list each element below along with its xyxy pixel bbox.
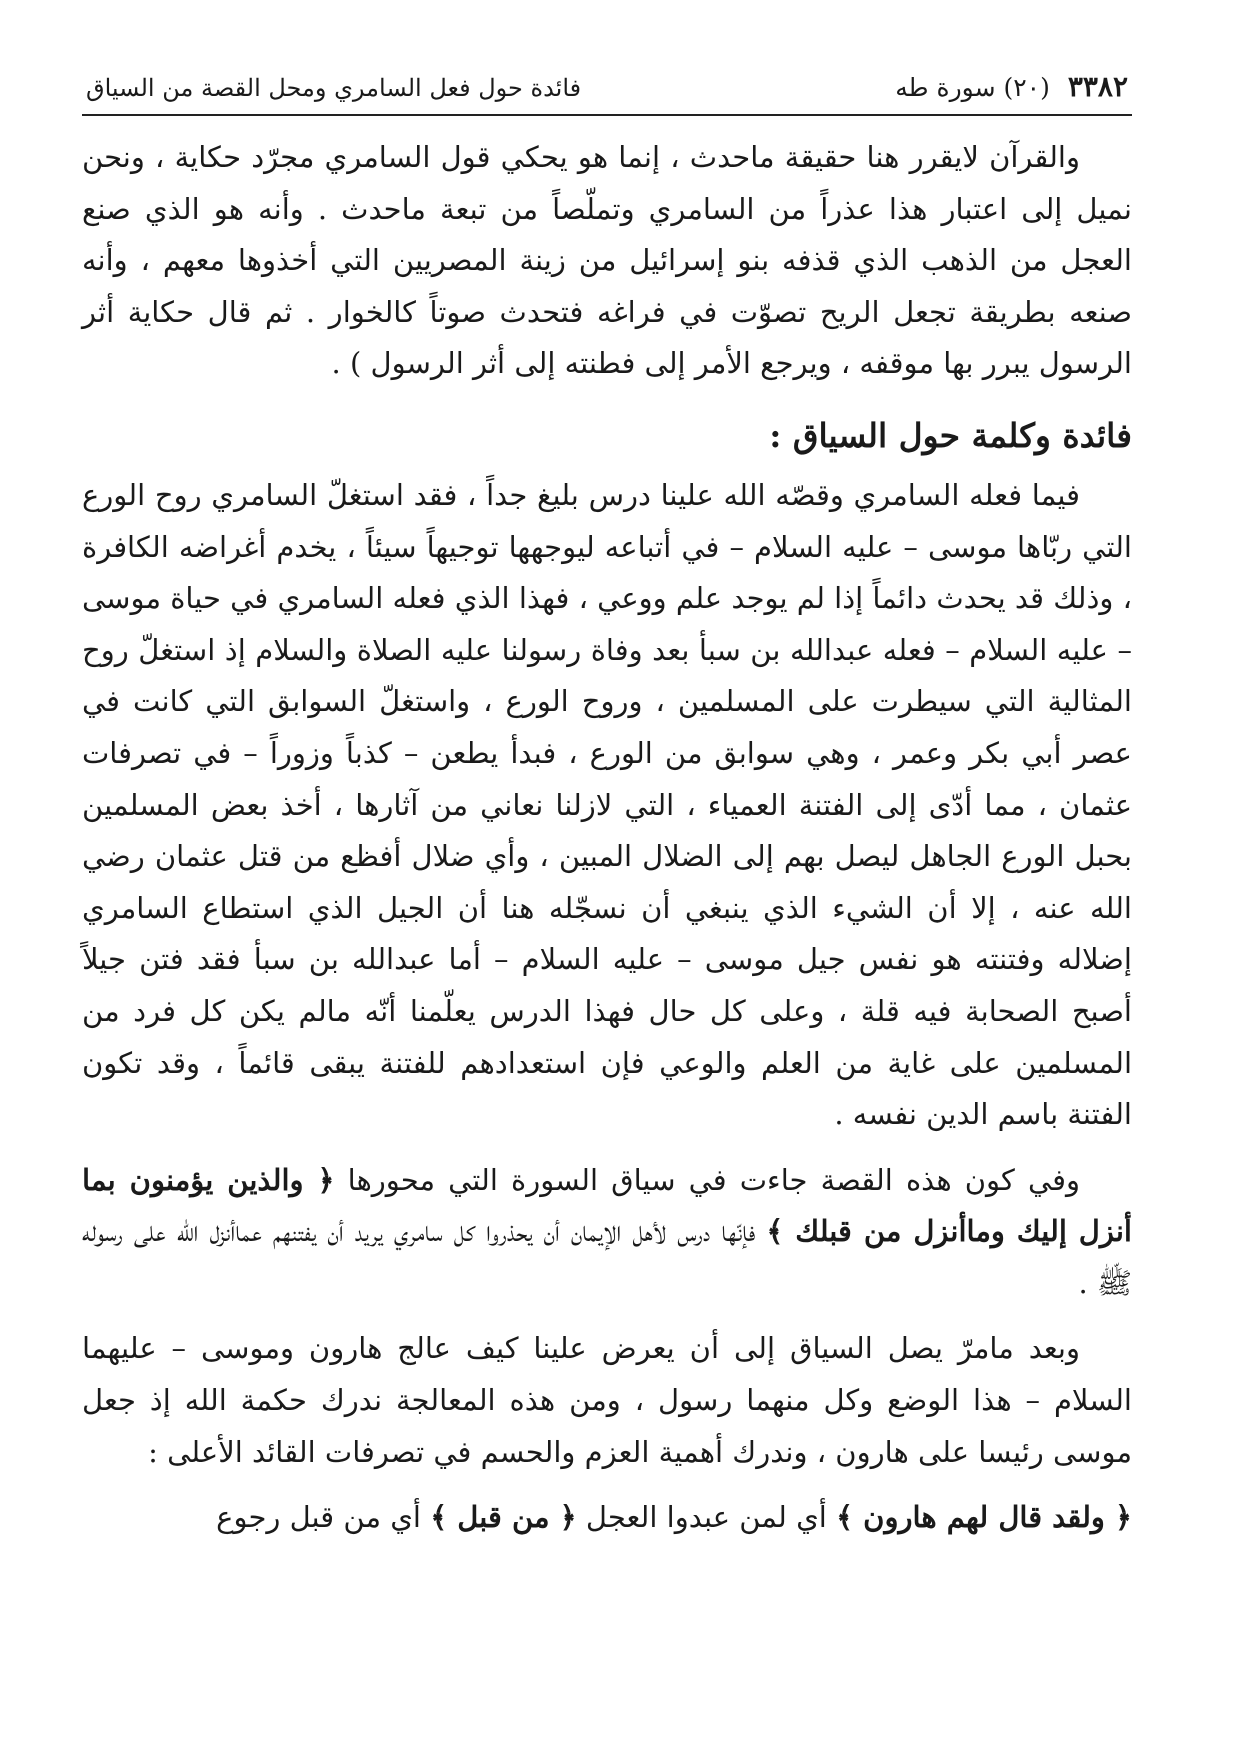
paragraph-3-text-b: فإنّها درس لأهل الإيمان أن يحذروا كل سامري يريد أن يفتنهم عماأنزل الله على رسوله ﷺ . <box>82 1214 1132 1300</box>
paragraph-4: وبعد مامرّ يصل السياق إلى أن يعرض علينا كيف عالج هارون وموسى – عليهما السلام – هذا الوضع وكل منهما رسول ، ومن هذه المعالجة ندرك حكمة الله إذ جعل موسى رئيسا على هارون ، وندرك أهمية العزم والحسم في تصرفات القائد الأعلى : <box>82 1331 1132 1469</box>
surah-label: (٢٠) سورة طه <box>895 73 1050 102</box>
paragraph-3-text-a: وفي كون هذه القصة جاءت في سياق السورة التي محورها <box>334 1162 1080 1197</box>
header-topic: فائدة حول فعل السامري ومحل القصة من السياق <box>86 74 582 102</box>
paragraph-1: والقرآن لايقرر هنا حقيقة ماحدث ، إنما هو يحكي قول السامري مجرّد حكاية ، ونحن نميل إلى اعتبار هذا عذراً من السامري وتملّصاً من تبعة ماحدث . وأنه هو الذي صنع العجل من الذهب الذي قذفه بنو إسرائيل من زينة المصريين التي أخذوها معهم ، وأنه صنعه بطريقة تجعل الريح تصوّت في فراغه فتحدث صوتاً كالخوار . ثم قال حكاية أثر الرسول يبرر بها موقفه ، ويرجع الأمر إلى فطنته إلى أثر الرسول ) . <box>82 140 1132 381</box>
page-number: ٣٣٨٢ <box>1067 70 1128 103</box>
header-right-group <box>895 70 1128 105</box>
paragraph-5-text-b: أي من قبل رجوع <box>216 1500 431 1535</box>
page-body <box>82 132 1132 1544</box>
paragraph-5-text-a: أي لمن عبدوا العجل <box>576 1500 837 1535</box>
paragraph-5 <box>82 1492 1132 1544</box>
running-header <box>82 70 1132 116</box>
section-heading: فائدة وكلمة حول السياق : <box>769 415 1132 455</box>
quran-quote-2: ﴿ ولقد قال لهم هارون ﴾ <box>836 1500 1132 1535</box>
book-page <box>82 70 1132 1544</box>
paragraph-2: فيما فعله السامري وقصّه الله علينا درس بليغ جداً ، فقد استغلّ السامري روح الورع التي ربّاها موسى – عليه السلام – في أتباعه ليوجهها توجيهاً سيئاً ، يخدم أغراضه الكافرة ، وذلك قد يحدث دائماً إذا لم يوجد علم ووعي ، فهذا الذي فعله السامري في حياة موسى – عليه السلام – فعله عبدالله بن سبأ بعد وفاة رسولنا عليه الصلاة والسلام إذ استغلّ روح المثالية التي سيطرت على المسلمين ، وروح الورع ، واستغلّ السوابق التي كانت في عصر أبي بكر وعمر ، وهي سوابق من الورع ، فبدأ يطعن – كذباً وزوراً – في تصرفات عثمان ، مما أدّى إلى الفتنة العمياء ، التي لازلنا نعاني من آثارها ، أخذ بعض المسلمين بحبل الورع الجاهل ليصل بهم إلى الضلال المبين ، وأي ضلال أفظع من قتل عثمان رضي الله عنه ، إلا أن الشيء الذي ينبغي أن نسجّله هنا أن الجيل الذي استطاع السامري إضلاله وفتنته هو نفس جيل موسى – عليه السلام – أما عبدالله بن سبأ فقد فتن جيلاً أصبح الصحابة فيه قلة ، وعلى كل حال فهذا الدرس يعلّمنا أنّه مالم يكن كل فرد من المسلمين على غاية من العلم والوعي فإن استعدادهم للفتنة يبقى قائماً ، وقد تكون الفتنة باسم الدين نفسه . <box>82 477 1132 1132</box>
quran-quote-1: ﴿ والذين يؤمنون بما أنزل إليك وماأنزل من قبلك ﴾ <box>82 1162 1132 1249</box>
quran-quote-3: ﴿ من قبل ﴾ <box>430 1500 577 1535</box>
paragraph-3 <box>82 1155 1132 1310</box>
